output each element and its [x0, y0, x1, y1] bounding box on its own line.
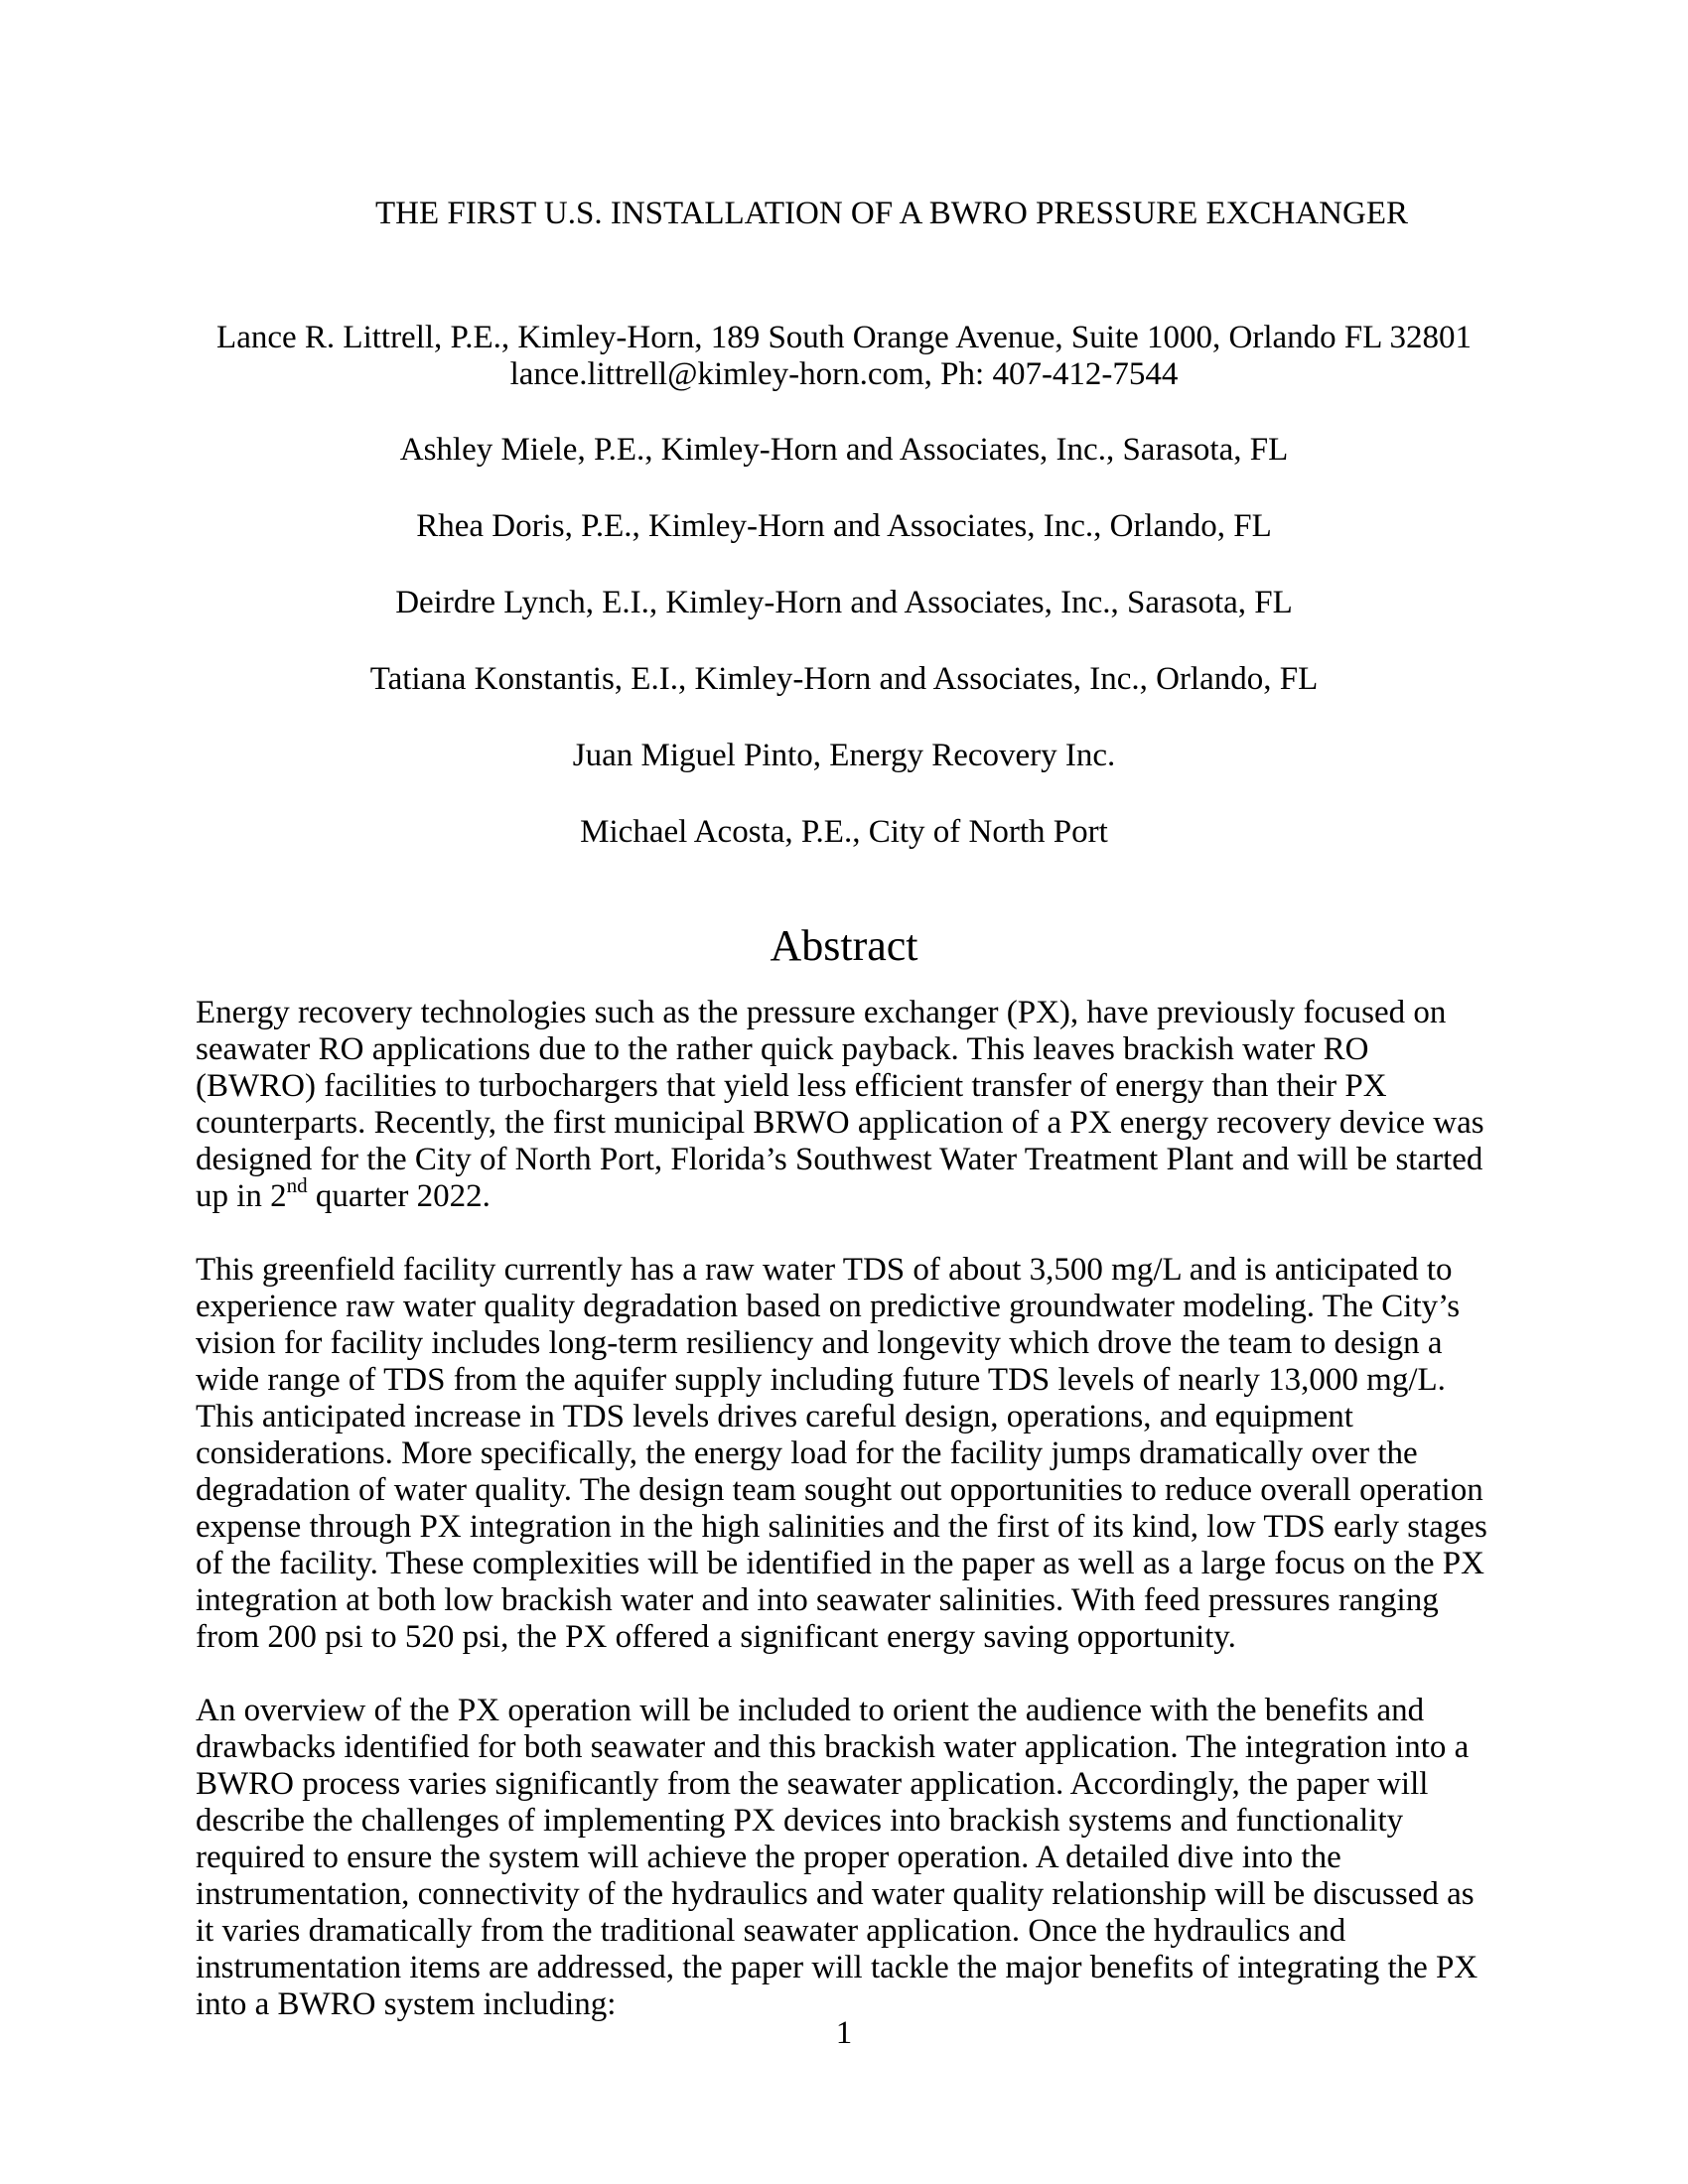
author-contact-line: lance.littrell@kimley-horn.com, Ph: 407-412-7544 — [509, 356, 1179, 392]
page-content — [196, 0, 1492, 2060]
page-number: 1 — [835, 2015, 853, 2051]
author-line: Juan Miguel Pinto, Energy Recovery Inc. — [572, 738, 1116, 773]
author-line: Deirdre Lynch, E.I., Kimley-Horn and Associates, Inc., Sarasota, FL — [395, 585, 1293, 620]
superscript-ordinal: nd — [286, 1173, 308, 1197]
abstract-paragraph-2: This greenfield facility currently has a raw water TDS of about 3,500 mg/L and is anticipated to experience raw water quality degradation based on predictive groundwater modeling. The City’s vision for facility includes long-term resiliency and longevity which drove the team to design a wide range of TDS from the aquifer supply including future TDS levels of nearly 13,000 mg/L. This anticipated increase in TDS levels drives careful design, operations, and equipment considerations. More specifically, the energy load for the facility jumps dramatically over the degradation of water quality. The design team sought out opportunities to reduce overall operation expense through PX integration in the high salinities and the first of its kind, low TDS early stages of the facility. These complexities will be identified in the paper as well as a large focus on the PX integration at both low brackish water and into seawater salinities. With feed pressures ranging from 200 psi to 520 psi, the PX offered a significant energy saving opportunity. — [196, 1252, 1487, 1655]
abstract-heading: Abstract — [770, 921, 918, 970]
abstract-paragraph-1 — [196, 995, 1492, 1215]
author-line: Ashley Miele, P.E., Kimley-Horn and Associates, Inc., Sarasota, FL — [399, 432, 1289, 468]
paragraph-text: Energy recovery technologies such as the pressure exchanger (PX), have previously focused on seawater RO applications due to the rather quick payback. This leaves brackish water RO (BWRO) facilities to turbochargers that yield less efficient transfer of energy than their PX counterparts. Recently, the first municipal BRWO application of a PX energy recovery device was designed for the City of North Port, Florida’s Southwest Water Treatment Plant and will be started up in 2 — [196, 995, 1484, 1214]
abstract-paragraph-3: An overview of the PX operation will be included to orient the audience with the benefits and drawbacks identified for both seawater and this brackish water application. The integration into a BWRO process varies significantly from the seawater application. Accordingly, the paper will describe the challenges of implementing PX devices into brackish systems and functionality required to ensure the system will achieve the proper operation. A detailed dive into the instrumentation, connectivity of the hydraulics and water quality relationship will be discussed as it varies dramatically from the traditional seawater application. Once the hydraulics and instrumentation items are addressed, the paper will tackle the major benefits of integrating the PX into a BWRO system including: — [196, 1693, 1478, 2022]
author-line-lead: Lance R. Littrell, P.E., Kimley-Horn, 189 South Orange Avenue, Suite 1000, Orlando FL 32801 — [216, 320, 1472, 355]
author-line: Tatiana Konstantis, E.I., Kimley-Horn and Associates, Inc., Orlando, FL — [369, 661, 1319, 697]
paper-title: THE FIRST U.S. INSTALLATION OF A BWRO PRESSURE EXCHANGER — [374, 196, 1408, 231]
author-block-lead — [196, 320, 1492, 393]
author-line: Rhea Doris, P.E., Kimley-Horn and Associates, Inc., Orlando, FL — [416, 508, 1272, 544]
paragraph-text: quarter 2022. — [307, 1178, 491, 1214]
author-line: Michael Acosta, P.E., City of North Port — [580, 814, 1108, 850]
